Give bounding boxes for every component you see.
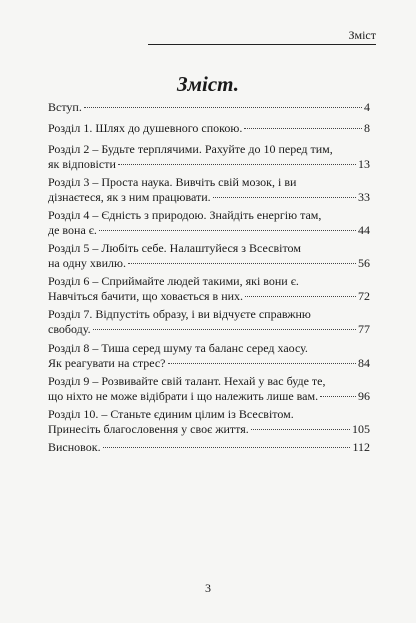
toc-entry-last-line bbox=[48, 121, 370, 136]
dot-leader bbox=[118, 164, 356, 165]
toc-entry bbox=[48, 241, 370, 271]
toc-page-number: 8 bbox=[364, 121, 370, 135]
toc-page-number: 13 bbox=[358, 157, 370, 171]
toc-entry bbox=[48, 307, 370, 337]
toc-page-number: 44 bbox=[358, 223, 370, 237]
toc-entry-last-line bbox=[48, 440, 370, 455]
toc-page-number: 112 bbox=[352, 440, 370, 454]
toc-entry-text: де вона є. bbox=[48, 223, 97, 237]
toc-entry-text: Розділ 8 – Тиша серед шуму та баланс серед хаосу. bbox=[48, 341, 308, 355]
toc-entry bbox=[48, 274, 370, 304]
toc-entry bbox=[48, 341, 370, 371]
toc-entry-last-line bbox=[48, 422, 370, 437]
toc-entry-last-line bbox=[48, 157, 370, 172]
dot-leader bbox=[93, 329, 356, 330]
toc-page-number: 105 bbox=[352, 422, 370, 436]
dot-leader bbox=[213, 197, 356, 198]
toc-page-number: 72 bbox=[358, 289, 370, 303]
toc-entry-text: Розділ 7. Відпустіть образу, і ви відчуєте справжню bbox=[48, 307, 311, 321]
toc-entry-text: Розділ 9 – Розвивайте свій талант. Нехай у вас буде те, bbox=[48, 374, 326, 388]
toc-entry-text: Розділ 1. Шлях до душевного спокою. bbox=[48, 121, 243, 135]
toc-entry-text: Як реагувати на стрес? bbox=[48, 356, 166, 370]
toc-page-number: 96 bbox=[358, 389, 370, 403]
toc-entry-text: свободу. bbox=[48, 322, 91, 336]
dot-leader bbox=[128, 263, 356, 264]
toc-entry-text: як відповісти bbox=[48, 157, 116, 171]
toc-entry-text: що ніхто не може відібрати і що належить лише вам. bbox=[48, 389, 319, 403]
dot-leader bbox=[84, 107, 362, 108]
toc-entry bbox=[48, 407, 370, 437]
dot-leader bbox=[103, 447, 351, 448]
toc-page-number: 33 bbox=[358, 190, 370, 204]
dot-leader bbox=[168, 363, 357, 364]
toc-entry bbox=[48, 121, 370, 136]
toc-entry-last-line bbox=[48, 389, 370, 404]
toc-entry bbox=[48, 374, 370, 404]
toc-entry-text: Розділ 2 – Будьте терплячими. Рахуйте до 10 перед тим, bbox=[48, 142, 333, 156]
toc-entry-text: Розділ 5 – Любіть себе. Налаштуйеся з Всесвітом bbox=[48, 241, 301, 255]
dot-leader bbox=[320, 396, 356, 397]
toc-entry-text: Вступ. bbox=[48, 100, 82, 114]
toc-entry-last-line bbox=[48, 356, 370, 371]
dot-leader bbox=[244, 128, 362, 129]
toc-page-number: 4 bbox=[364, 100, 370, 114]
toc-page-number: 84 bbox=[358, 356, 370, 370]
toc-entry-text: дізнаєтеся, як з ним працювати. bbox=[48, 190, 211, 204]
page-title: Зміст. bbox=[176, 72, 240, 96]
toc-entry-text: Розділ 4 – Єдність з природою. Знайдіть енергію там, bbox=[48, 208, 322, 222]
toc-entry-last-line bbox=[48, 190, 370, 205]
toc-entry-text: Навчіться бачити, що ховається в них. bbox=[48, 289, 244, 303]
toc-entry-last-line bbox=[48, 223, 370, 238]
toc-entry-text: Розділ 10. – Станьте єдиним цілим із Всесвітом. bbox=[48, 407, 294, 421]
toc-entry-last-line bbox=[48, 100, 370, 115]
toc-entry bbox=[48, 208, 370, 238]
toc-entry bbox=[48, 440, 370, 455]
toc-entry bbox=[48, 100, 370, 115]
toc-entry-text: Розділ 6 – Сприймайте людей такими, які вони є. bbox=[48, 274, 299, 288]
toc-entry bbox=[48, 175, 370, 205]
dot-leader bbox=[251, 429, 350, 430]
page-number: 3 bbox=[205, 581, 211, 595]
toc-entry-text: Висновок. bbox=[48, 440, 101, 454]
toc-entry-last-line bbox=[48, 322, 370, 337]
dot-leader bbox=[99, 230, 356, 231]
toc-entry-text: Розділ 3 – Проста наука. Вивчіть свій мозок, і ви bbox=[48, 175, 297, 189]
toc-page-number: 56 bbox=[358, 256, 370, 270]
toc-entry-last-line bbox=[48, 256, 370, 271]
toc-entry-last-line bbox=[48, 289, 370, 304]
dot-leader bbox=[245, 296, 356, 297]
toc-entry-text: Принесіть благословення у своє життя. bbox=[48, 422, 249, 436]
toc-entry bbox=[48, 142, 370, 172]
running-head: Зміст bbox=[148, 28, 376, 45]
toc-page-number: 77 bbox=[358, 322, 370, 336]
toc-entry-text: на одну хвилю. bbox=[48, 256, 126, 270]
